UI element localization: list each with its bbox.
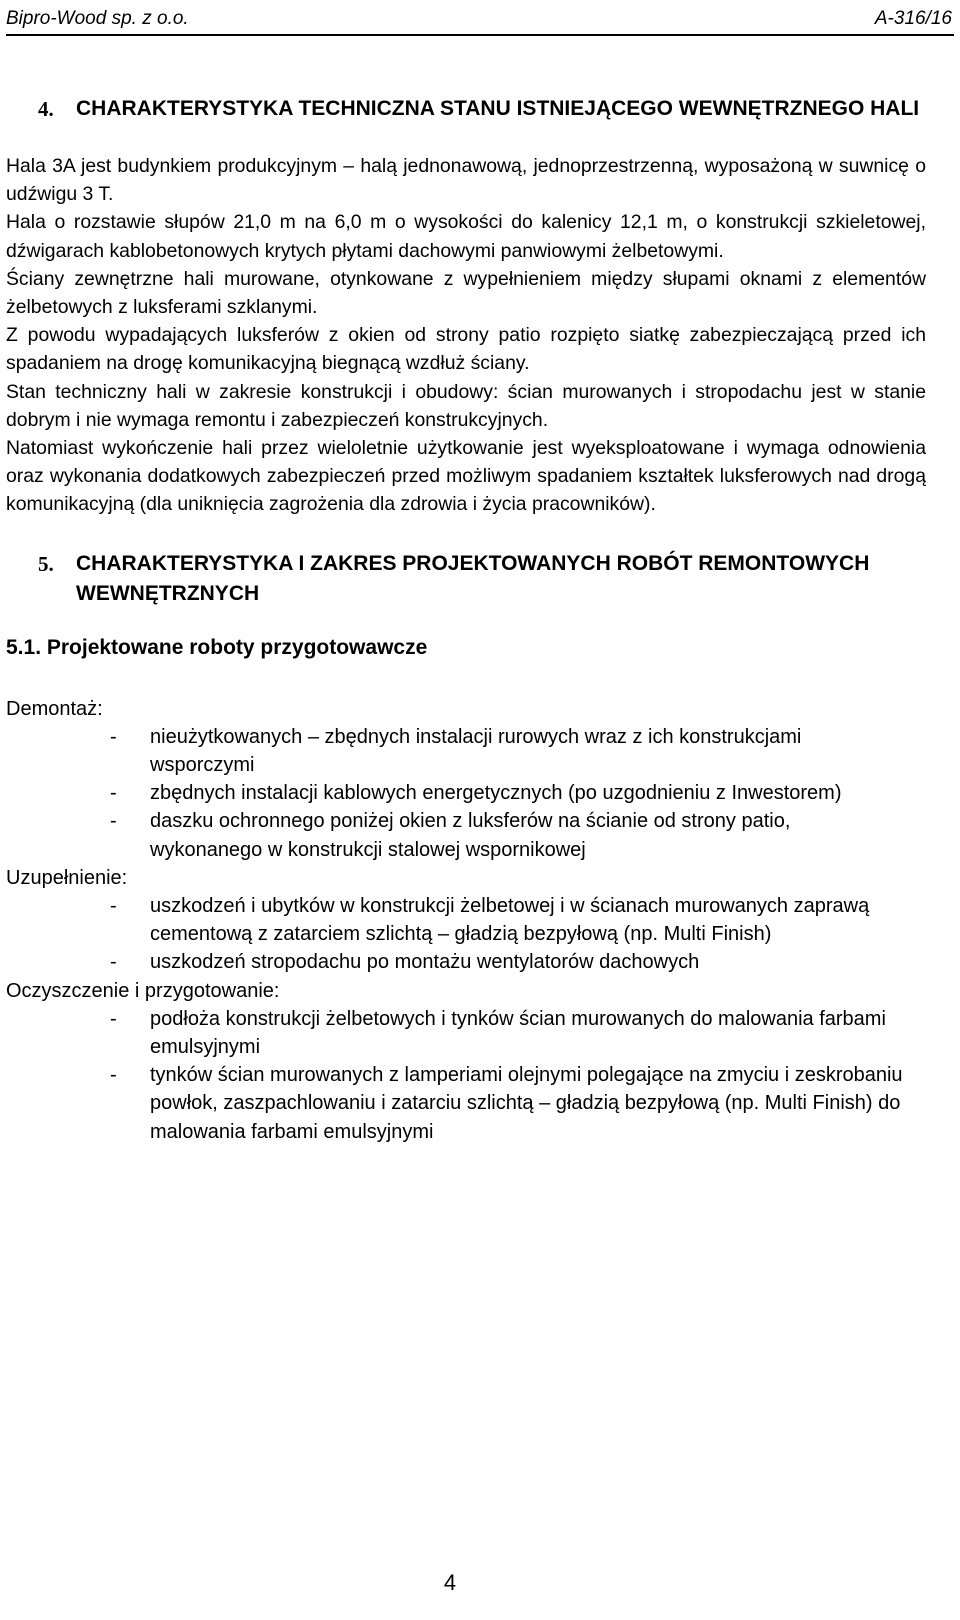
group-label-oczyszczenie: Oczyszczenie i przygotowanie: bbox=[6, 979, 280, 1002]
paragraph: Natomiast wykończenie hali przez wieloletnie użytkowanie jest wyeksploatowane i wymaga odnowienia oraz wykonania dodatkowych zabezpieczeń przed możliwym spadaniem kształtek luksferowych nad drogą komunikacyjną (dla uniknięcia zagrożenia dla zdrowia i życia pracowników). bbox=[6, 437, 926, 516]
section-4-heading bbox=[6, 94, 926, 124]
section-4-title: CHARAKTERYSTYKA TECHNICZNA STANU ISTNIEJĄCEGO WEWNĘTRZNEGO HALI bbox=[76, 97, 920, 120]
list-item-text: tynków ścian murowanych z lamperiami olejnymi polegające na zmyciu i zeskrobaniu powłok, zaszpachlowaniu i zatarciu szlichtą – gładzią bezpyłową (np. Multi Finish) do malowania farbami emulsyjnymi bbox=[150, 1064, 903, 1143]
list-item bbox=[6, 892, 926, 948]
paragraph: Ściany zewnętrzne hali murowane, otynkowane z wypełnieniem między słupami oknami z elementów żelbetowych z luksferami szklanymi. bbox=[6, 267, 926, 319]
section-5-title: CHARAKTERYSTYKA I ZAKRES PROJEKTOWANYCH ROBÓT REMONTOWYCH WEWNĘTRZNYCH bbox=[76, 551, 870, 605]
list-item bbox=[6, 779, 926, 807]
list-dash: - bbox=[110, 1064, 117, 1087]
list-dash: - bbox=[110, 782, 117, 805]
list-item-text: uszkodzeń stropodachu po montażu wentylatorów dachowych bbox=[150, 951, 700, 974]
subsection-5-1-title: 5.1. Projektowane roboty przygotowawcze bbox=[6, 635, 428, 659]
document-code: A-316/16 bbox=[874, 8, 952, 29]
list-dash: - bbox=[110, 810, 117, 833]
list-item bbox=[6, 1005, 926, 1061]
page-content bbox=[6, 94, 926, 1146]
list-item bbox=[6, 948, 926, 976]
list-item bbox=[6, 1061, 926, 1146]
paragraph: Z powodu wypadających luksferów z okien od strony patio rozpięto siatkę zabezpieczającą przed ich spadaniem na drogę komunikacyjną biegnącą wzdłuż ściany. bbox=[6, 324, 926, 375]
list-dash: - bbox=[110, 1007, 117, 1030]
section-5-number: 5. bbox=[38, 551, 54, 576]
section-5-heading bbox=[6, 549, 926, 609]
list-item-text: nieużytkowanych – zbędnych instalacji rurowych wraz z ich konstrukcjami wsporczymi bbox=[150, 725, 802, 777]
list-item bbox=[6, 723, 926, 779]
paragraph: Hala o rozstawie słupów 21,0 m na 6,0 m o wysokości do kalenicy 12,1 m, o konstrukcji szkieletowej, dźwigarach kablobetonowych krytych płytami dachowymi panwiowymi żelbetowymi. bbox=[6, 211, 926, 262]
list-dash: - bbox=[110, 725, 117, 748]
section-4-number: 4. bbox=[38, 97, 54, 121]
company-name: Bipro-Wood sp. z o.o. bbox=[6, 8, 189, 29]
list-dash: - bbox=[110, 951, 117, 974]
group-label-uzupelnienie: Uzupełnienie: bbox=[6, 866, 128, 889]
list-item-text: daszku ochronnego poniżej okien z luksferów na ścianie od strony patio, wykonanego w konstrukcji stalowej wspornikowej bbox=[150, 810, 791, 861]
list-item-text: zbędnych instalacji kablowych energetycznych (po uzgodnieniu z Inwestorem) bbox=[150, 782, 842, 805]
group-label-demontaz: Demontaż: bbox=[6, 697, 103, 720]
list-item-text: podłoża konstrukcji żelbetowych i tynków ścian murowanych do malowania farbami emulsyjnymi bbox=[150, 1007, 886, 1059]
list-item-text: uszkodzeń i ubytków w konstrukcji żelbetowej i w ścianach murowanych zaprawą cementową z zatarciem szlichtą – gładzią bezpyłową (np. Multi Finish) bbox=[150, 895, 870, 946]
list-dash: - bbox=[110, 895, 117, 918]
page-number: 4 bbox=[443, 1570, 457, 1595]
page-header bbox=[6, 4, 954, 36]
list-item bbox=[6, 807, 926, 863]
paragraph: Stan techniczny hali w zakresie konstrukcji i obudowy: ścian murowanych i stropodachu jest w stanie dobrym i nie wymaga remontu i zabezpieczeń konstrukcyjnych. bbox=[6, 380, 926, 431]
paragraph: Hala 3A jest budynkiem produkcyjnym – halą jednonawową, jednoprzestrzenną, wyposażoną w suwnicę o udźwigu 3 T. bbox=[6, 155, 926, 206]
